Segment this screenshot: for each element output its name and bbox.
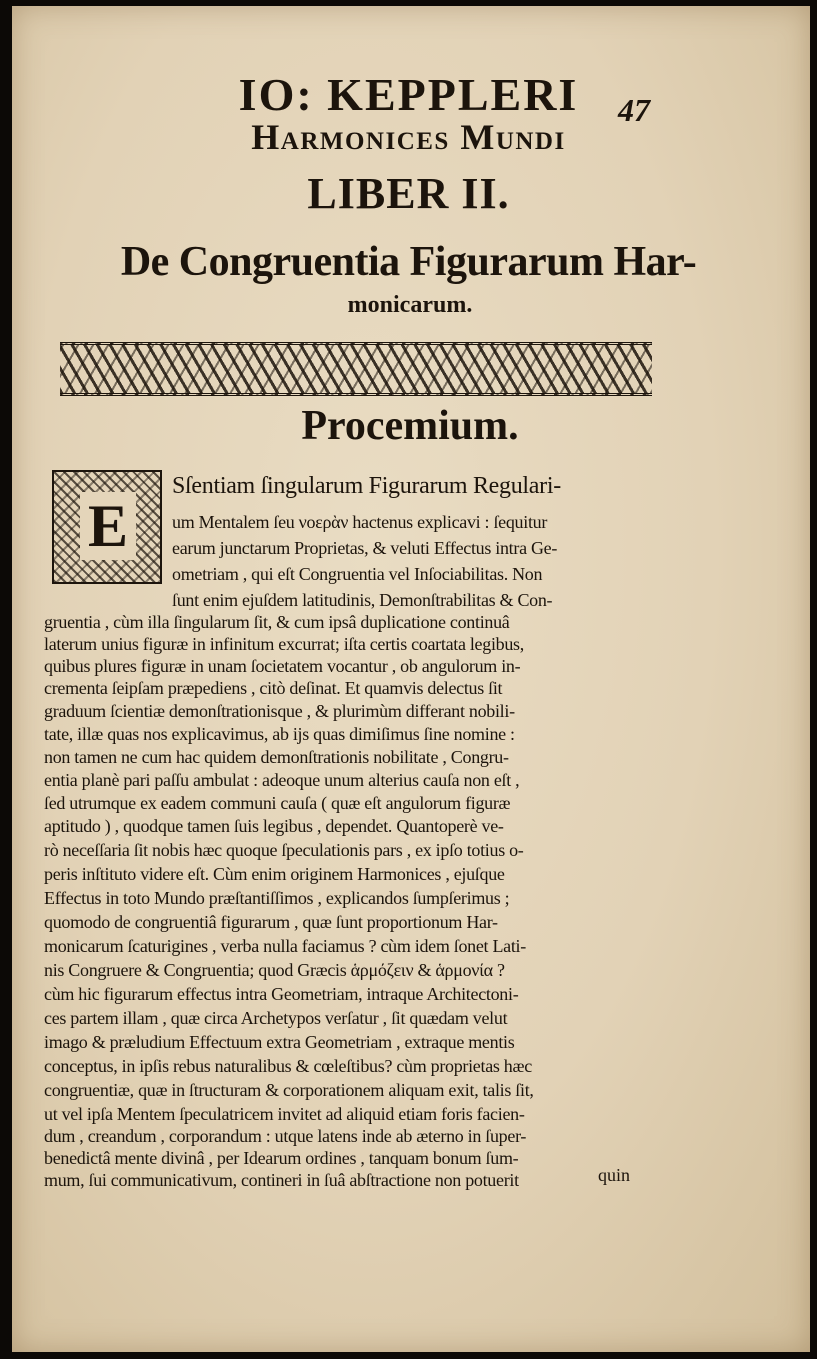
text-line: mum, ſui communicativum, contineri in ſuâ abſtractione non potuerit: [44, 1170, 519, 1190]
book-heading: LIBER II.: [307, 169, 510, 218]
decorated-initial: [52, 470, 162, 584]
text-line: imago & præludium Effectuum extra Geometriam , extraque mentis: [44, 1032, 515, 1052]
catchword: quin: [598, 1165, 631, 1185]
text-line: quomodo de congruentiâ figurarum , quæ ſunt proportionum Har-: [44, 912, 498, 932]
text-line: aptitudo ) , quodque tamen ſuis legibus , dependet. Quantoperè ve-: [44, 816, 504, 836]
text-line: cùm hic figurarum effectus intra Geometriam, intraque Architectoni-: [44, 984, 519, 1004]
text-line: nis Congruere & Congruentia; quod Græcis ἁρμόζειν & ἁρμονία ?: [44, 960, 505, 980]
text-line: conceptus, in ipſis rebus naturalibus & cœleſtibus? cùm proprietas hæc: [44, 1056, 532, 1076]
text-line: non tamen ne cum hac quidem demonſtrationis nobilitate , Congru-: [44, 747, 509, 767]
text-line: ſunt enim ejuſdem latitudinis, Demonſtrabilitas & Con-: [172, 590, 553, 610]
section-heading: Procemium.: [301, 403, 519, 449]
text-line: ut vel ipſa Mentem ſpeculatricem invitet ad aliquid etiam foris facien-: [44, 1104, 525, 1124]
text-line: tate, illæ quas nos explicavimus, ab ijs quas dimiſimus ſine nomine :: [44, 724, 515, 744]
chapter-title-line-2: monicarum.: [347, 292, 473, 318]
page-number: 47: [618, 92, 650, 128]
text-line: graduum ſcientiæ demonſtrationisque , & plurimùm differant nobili-: [44, 701, 515, 721]
text-line: ometriam , qui eſt Congruentia vel Inſociabilitas. Non: [172, 564, 543, 584]
text-line: um Mentalem ſeu νοερὰν hactenus explicavi : ſequitur: [172, 512, 548, 532]
initial-letter: E: [80, 492, 136, 560]
text-line: Effectus in toto Mundo præſtantiſſimos , explicandos ſumpſerimus ;: [44, 888, 510, 908]
text-line: entia planè pari paſſu ambulat : adeoque unum alterius cauſa non eſt ,: [44, 770, 520, 790]
work-title: Harmonices Mundi: [251, 117, 566, 157]
text-line: peris inſtituto videre eſt. Cùm enim originem Harmonices , ejuſque: [44, 864, 505, 884]
text-line: dum , creandum , corporandum : utque latens inde ab æterno in ſuper-: [44, 1126, 527, 1146]
text-line: earum junctarum Proprietas, & veluti Effectus intra Ge-: [172, 538, 558, 558]
text-line: monicarum ſcaturigines , verba nulla faciamus ? cùm idem ſonet Lati-: [44, 936, 526, 956]
text-line: quibus plures figuræ in unam ſocietatem vocantur , ob angulorum in-: [44, 656, 521, 676]
text-line: ces partem illam , quæ circa Archetypos verſatur , ſit quædam velut: [44, 1008, 508, 1028]
chapter-title-line-1: De Congruentia Figurarum Har-: [120, 239, 697, 285]
ornamental-band: [60, 342, 652, 396]
text-line: rò neceſſaria ſit nobis hæc quoque ſpeculationis pars , ex ipſo totius o-: [44, 840, 524, 860]
text-line: Sſentiam ſingularum Figurarum Regulari-: [172, 474, 561, 498]
text-line: benedictâ mente divinâ , per Idearum ordines , tanquam bonum ſum-: [44, 1148, 519, 1168]
text-line: gruentia , cùm illa ſingularum ſit, & cum ipsâ duplicatione continuâ: [44, 612, 510, 632]
text-line: laterum unius figuræ in infinitum excurrat; iſta certis coartata legibus,: [44, 634, 524, 654]
text-line: ſed utrumque ex eadem communi cauſa ( quæ eſt angulorum figuræ: [44, 793, 511, 813]
text-line: congruentiæ, quæ in ſtructuram & corporationem aliquam exit, talis ſit,: [44, 1080, 534, 1100]
author-heading: IO: KEPPLERI: [238, 69, 579, 120]
text-line: crementa ſeipſam præpediens , citò deſinat. Et quamvis delectus ſit: [44, 678, 503, 698]
